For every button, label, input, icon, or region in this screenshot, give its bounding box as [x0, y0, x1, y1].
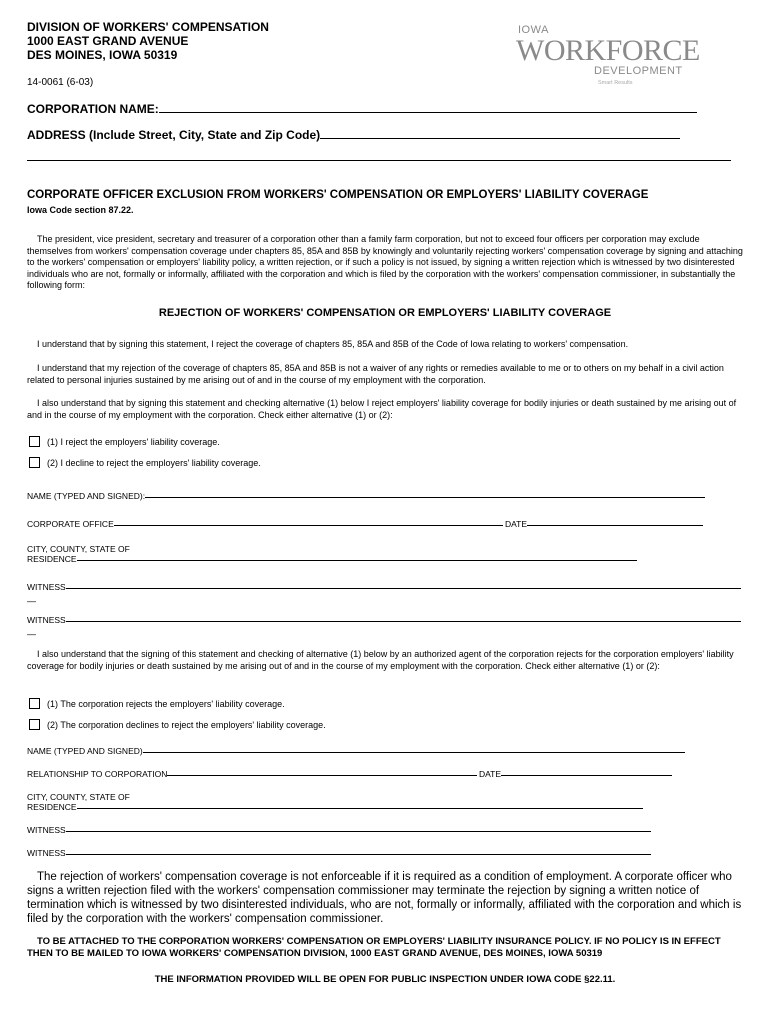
checkbox-option-2[interactable]	[29, 457, 40, 468]
statement-paragraph-3: I also understand that by signing this statement and checking alternative (1) below I reject employers' liability coverage for bodily injuries or death sustained by me arising out of and in the course of my employment with the corporation. Check either alternative (1) or (2):	[27, 398, 737, 420]
dash-1: —	[27, 596, 36, 606]
statement-paragraph-2: I understand that my rejection of the coverage of chapters 85, 85A and 85B is not a waiver of any rights or remedies available to me or to others on my behalf in a civil action related to personal injuries sustained by me arising out of and in the course of my employment with the corporation.	[27, 363, 724, 385]
public-inspection-notice: THE INFORMATION PROVIDED WILL BE OPEN FOR PUBLIC INSPECTION UNDER IOWA CODE §22.11.	[154, 974, 616, 985]
address-label: ADDRESS (Include Street, City, State and Zip Code)	[27, 128, 321, 142]
witness-line-4[interactable]	[66, 854, 651, 855]
checkbox-corp-option-2[interactable]	[29, 719, 40, 730]
witness-label-1: WITNESS	[27, 582, 66, 592]
address-continuation-line[interactable]	[27, 160, 731, 161]
witness-field-1[interactable]	[27, 582, 741, 592]
logo-tagline: Smart Results	[598, 80, 633, 86]
witness-field-2[interactable]	[27, 615, 741, 625]
residence-label-2: RESIDENCE	[27, 802, 77, 812]
agency-street: 1000 EAST GRAND AVENUE	[27, 34, 189, 48]
option-corp-declines[interactable]	[29, 719, 326, 730]
corporation-name-line[interactable]	[159, 112, 697, 113]
agent-name-line[interactable]	[143, 752, 685, 753]
agency-header	[27, 20, 269, 62]
residence-field-2[interactable]	[27, 802, 643, 812]
form-number: 14-0061 (6-03)	[27, 77, 94, 88]
witness-line-3[interactable]	[66, 831, 651, 832]
logo-name: WORKFORCE	[516, 34, 700, 67]
officer-name-line[interactable]	[145, 497, 705, 498]
form-title: CORPORATE OFFICER EXCLUSION FROM WORKERS' COMPENSATION OR EMPLOYERS' LIABILITY COVERAGE	[27, 189, 649, 201]
officer-name-field[interactable]	[27, 491, 705, 501]
corporate-office-label: CORPORATE OFFICE	[27, 519, 114, 529]
statement-paragraph-1: I understand that by signing this statement, I reject the coverage of chapters 85, 85A and 85B of the Code of Iowa relating to workers' compensation.	[37, 339, 629, 349]
agent-paragraph: I also understand that the signing of this statement and checking of alternative (1) below by an authorized agent of the corporation rejects for the corporation employers' liability coverage for bodily injuries or death sustained by me arising out of and in the course of my employment with the corporation. Check either alternative (1) or (2):	[27, 649, 734, 671]
witness-line-2[interactable]	[66, 621, 741, 622]
city-label-line-1: CITY, COUNTY, STATE OF	[27, 544, 130, 554]
officer-name-label: NAME (TYPED AND SIGNED):	[27, 491, 146, 501]
logo-state: IOWA	[518, 24, 549, 36]
corporate-office-line[interactable]	[114, 525, 503, 526]
workforce-logo	[516, 22, 700, 92]
date-line-2[interactable]	[501, 775, 672, 776]
termination-paragraph: The rejection of workers' compensation coverage is not enforceable if it is required as a condition of employment. A corporate officer who signs a written rejection filed with the workers' compensation commissioner may terminate the rejection by signing a written notice of termination which is witnessed by two disinterested individuals, who are not, formally or informally, affiliated with the corporation and which is filed by the corporation with the workers' compensation commissioner.	[27, 871, 742, 925]
rejection-title: REJECTION OF WORKERS' COMPENSATION OR EMPLOYERS' LIABILITY COVERAGE	[158, 307, 612, 319]
residence-line-1[interactable]	[77, 560, 637, 561]
checkbox-corp-option-1[interactable]	[29, 698, 40, 709]
residence-field-1[interactable]	[27, 554, 637, 564]
relationship-label: RELATIONSHIP TO CORPORATION	[27, 769, 168, 779]
dash-2: —	[27, 629, 36, 639]
witness-label-2: WITNESS	[27, 615, 66, 625]
checkbox-option-1[interactable]	[29, 436, 40, 447]
agent-name-label: NAME (TYPED AND SIGNED)	[27, 746, 143, 756]
logo-sub: DEVELOPMENT	[594, 65, 683, 77]
corporation-name-field[interactable]	[27, 102, 697, 116]
agent-name-field[interactable]	[27, 746, 685, 756]
agency-name: DIVISION OF WORKERS' COMPENSATION	[27, 20, 269, 34]
option-1-label: (1) I reject the employers' liability coverage.	[47, 436, 220, 447]
city-label-line-2: CITY, COUNTY, STATE OF	[27, 792, 130, 802]
witness-label-3: WITNESS	[27, 825, 66, 835]
date-label-2: DATE	[479, 769, 502, 779]
corporate-office-field[interactable]	[27, 519, 503, 529]
option-corp-rejects[interactable]	[29, 698, 285, 709]
agency-city: DES MOINES, IOWA 50319	[27, 48, 178, 62]
date-field-1[interactable]	[505, 519, 703, 529]
option-reject-liability[interactable]	[29, 436, 220, 447]
relationship-field[interactable]	[27, 769, 477, 779]
date-label-1: DATE	[505, 519, 528, 529]
code-section: Iowa Code section 87.22.	[27, 205, 134, 215]
intro-paragraph: The president, vice president, secretary and treasurer of a corporation other than a family farm corporation, but not to exceed four officers per corporation may exclude themselves from workers' compensation coverage under chapters 85, 85A and 85B by knowingly and voluntarily rejecting workers' compensation coverage by signing and attaching to the workers' compensation or employers' liability policy, a written rejection, or if such a policy is not issued, by signing a written rejection which is witnessed by two disinterested individuals who are not, formally or informally, affiliated with the corporation and which is filed by the corporation with the workers' compensation commissioner, in substantially the following form:	[27, 234, 743, 290]
witness-field-3[interactable]	[27, 825, 651, 835]
option-2-label: (2) I decline to reject the employers' liability coverage.	[47, 457, 261, 468]
witness-line-1[interactable]	[66, 588, 741, 589]
witness-field-4[interactable]	[27, 848, 651, 858]
corporation-name-label: CORPORATION NAME:	[27, 102, 159, 116]
address-line[interactable]	[320, 138, 680, 139]
option-decline-reject-liability[interactable]	[29, 457, 261, 468]
date-line-1[interactable]	[527, 525, 703, 526]
date-field-2[interactable]	[479, 769, 672, 779]
corp-option-2-label: (2) The corporation declines to reject the employers' liability coverage.	[47, 719, 326, 730]
attachment-instructions: TO BE ATTACHED TO THE CORPORATION WORKERS' COMPENSATION OR EMPLOYERS' LIABILITY INSURANCE POLICY. IF NO POLICY IS IN EFFECT THEN TO BE MAILED TO IOWA WORKERS' COMPENSATION DIVISION, 1000 EAST GRAND AVENUE, DES MOINES, IOWA 50319	[27, 936, 721, 959]
corp-option-1-label: (1) The corporation rejects the employers' liability coverage.	[47, 698, 285, 709]
witness-label-4: WITNESS	[27, 848, 66, 858]
relationship-line[interactable]	[167, 775, 477, 776]
residence-label-1: RESIDENCE	[27, 554, 77, 564]
address-line-2[interactable]	[27, 160, 731, 164]
residence-line-2[interactable]	[77, 808, 643, 809]
address-field[interactable]	[27, 128, 680, 142]
